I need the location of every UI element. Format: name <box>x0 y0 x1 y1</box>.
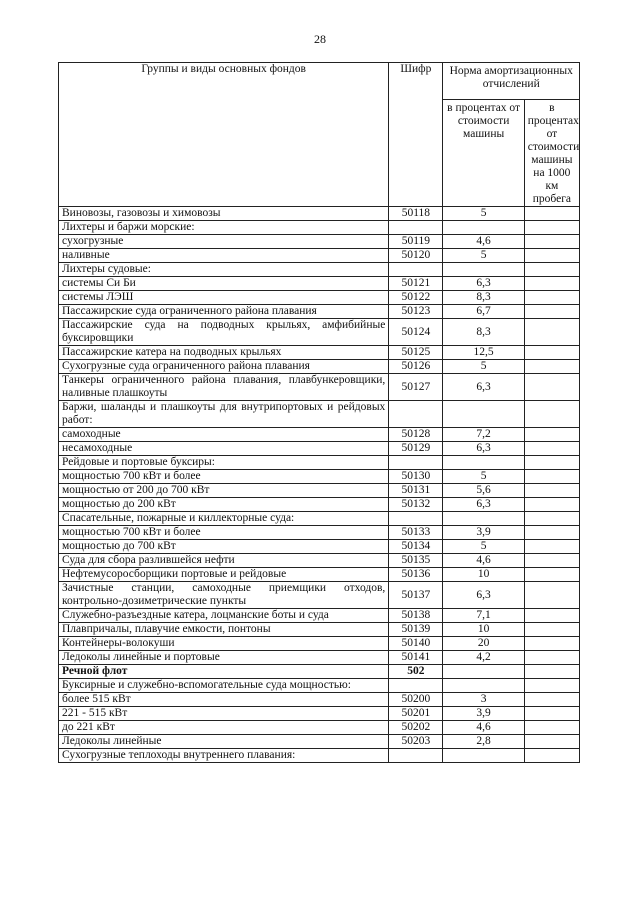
code-cell: 50129 <box>389 442 443 456</box>
km-cell <box>524 526 579 540</box>
pct-cell: 8,3 <box>443 319 524 346</box>
pct-cell: 3,9 <box>443 707 524 721</box>
km-cell <box>524 456 579 470</box>
table-row <box>59 693 580 707</box>
name-cell: более 515 кВт <box>59 693 389 707</box>
pct-cell <box>443 679 524 693</box>
table-row <box>59 568 580 582</box>
code-cell: 50140 <box>389 637 443 651</box>
table-row <box>59 623 580 637</box>
pct-cell: 4,2 <box>443 651 524 665</box>
pct-cell: 5 <box>443 249 524 263</box>
km-cell <box>524 637 579 651</box>
km-cell <box>524 428 579 442</box>
km-cell <box>524 319 579 346</box>
name-cell: Буксирные и служебно-вспомогательные суда мощностью: <box>59 679 389 693</box>
pct-cell: 6,7 <box>443 305 524 319</box>
km-cell <box>524 221 579 235</box>
name-cell: до 221 кВт <box>59 721 389 735</box>
name-cell: Сухогрузные суда ограниченного района плавания <box>59 360 389 374</box>
table-row <box>59 526 580 540</box>
pct-cell: 6,3 <box>443 277 524 291</box>
name-cell: Плавпричалы, плавучие емкости, понтоны <box>59 623 389 637</box>
code-cell: 50130 <box>389 470 443 484</box>
header-groups: Группы и виды основных фондов <box>59 63 389 207</box>
name-cell: 221 - 515 кВт <box>59 707 389 721</box>
pct-cell: 6,3 <box>443 374 524 401</box>
pct-cell <box>443 749 524 763</box>
pct-cell <box>443 221 524 235</box>
name-cell: Речной флот <box>59 665 389 679</box>
table-row <box>59 442 580 456</box>
km-cell <box>524 735 579 749</box>
km-cell <box>524 498 579 512</box>
name-cell: наливные <box>59 249 389 263</box>
code-cell: 50120 <box>389 249 443 263</box>
table-row <box>59 651 580 665</box>
name-cell: мощностью до 700 кВт <box>59 540 389 554</box>
pct-cell: 5 <box>443 470 524 484</box>
name-cell: Виновозы, газовозы и химовозы <box>59 207 389 221</box>
km-cell <box>524 665 579 679</box>
name-cell: Сухогрузные теплоходы внутреннего плавания: <box>59 749 389 763</box>
km-cell <box>524 568 579 582</box>
name-cell: Танкеры ограниченного района плавания, плавбункеровщики, наливные плашкоуты <box>59 374 389 401</box>
code-cell: 50118 <box>389 207 443 221</box>
table-body <box>59 207 580 763</box>
name-cell: сухогрузные <box>59 235 389 249</box>
table-row <box>59 484 580 498</box>
table-row <box>59 235 580 249</box>
code-cell: 50126 <box>389 360 443 374</box>
code-cell <box>389 401 443 428</box>
km-cell <box>524 749 579 763</box>
table-row <box>59 456 580 470</box>
code-cell: 50119 <box>389 235 443 249</box>
pct-cell: 7,2 <box>443 428 524 442</box>
table-row <box>59 207 580 221</box>
table-row <box>59 540 580 554</box>
km-cell <box>524 249 579 263</box>
code-cell <box>389 456 443 470</box>
table-row <box>59 470 580 484</box>
pct-cell: 5 <box>443 540 524 554</box>
code-cell: 50137 <box>389 582 443 609</box>
table-row <box>59 554 580 568</box>
table-row <box>59 679 580 693</box>
header-norm: Норма амортизационных отчислений <box>443 63 580 100</box>
km-cell <box>524 609 579 623</box>
code-cell: 50135 <box>389 554 443 568</box>
table-row <box>59 305 580 319</box>
pct-cell: 6,3 <box>443 582 524 609</box>
table-row <box>59 374 580 401</box>
name-cell: Рейдовые и портовые буксиры: <box>59 456 389 470</box>
code-cell: 50123 <box>389 305 443 319</box>
code-cell: 50132 <box>389 498 443 512</box>
km-cell <box>524 346 579 360</box>
name-cell: самоходные <box>59 428 389 442</box>
depreciation-table <box>58 62 580 763</box>
code-cell: 50125 <box>389 346 443 360</box>
km-cell <box>524 512 579 526</box>
name-cell: мощностью от 200 до 700 кВт <box>59 484 389 498</box>
table-row <box>59 428 580 442</box>
code-cell: 50202 <box>389 721 443 735</box>
name-cell: системы ЛЭШ <box>59 291 389 305</box>
code-cell: 50136 <box>389 568 443 582</box>
km-cell <box>524 305 579 319</box>
pct-cell: 4,6 <box>443 235 524 249</box>
code-cell: 50122 <box>389 291 443 305</box>
code-cell: 50134 <box>389 540 443 554</box>
code-cell: 50200 <box>389 693 443 707</box>
pct-cell: 7,1 <box>443 609 524 623</box>
pct-cell <box>443 512 524 526</box>
table-row <box>59 721 580 735</box>
table-row <box>59 401 580 428</box>
table-row <box>59 319 580 346</box>
code-cell: 50128 <box>389 428 443 442</box>
pct-cell: 3,9 <box>443 526 524 540</box>
name-cell: мощностью до 200 кВт <box>59 498 389 512</box>
name-cell: Ледоколы линейные и портовые <box>59 651 389 665</box>
name-cell: Ледоколы линейные <box>59 735 389 749</box>
table-row <box>59 291 580 305</box>
table-row <box>59 609 580 623</box>
name-cell: системы Си Би <box>59 277 389 291</box>
pct-cell: 5 <box>443 360 524 374</box>
pct-cell: 10 <box>443 623 524 637</box>
pct-cell <box>443 263 524 277</box>
pct-cell <box>443 401 524 428</box>
page-number: 28 <box>314 32 326 46</box>
header-code: Шифр <box>389 63 443 207</box>
code-cell: 50201 <box>389 707 443 721</box>
table-row <box>59 249 580 263</box>
km-cell <box>524 540 579 554</box>
table-row <box>59 346 580 360</box>
code-cell <box>389 749 443 763</box>
name-cell: Спасательные, пожарные и киллекторные суда: <box>59 512 389 526</box>
km-cell <box>524 360 579 374</box>
pct-cell: 4,6 <box>443 721 524 735</box>
code-cell: 50133 <box>389 526 443 540</box>
table-row <box>59 512 580 526</box>
km-cell <box>524 623 579 637</box>
code-cell: 50121 <box>389 277 443 291</box>
pct-cell: 4,6 <box>443 554 524 568</box>
pct-cell: 2,8 <box>443 735 524 749</box>
code-cell <box>389 512 443 526</box>
name-cell: Лихтеры и баржи морские: <box>59 221 389 235</box>
km-cell <box>524 374 579 401</box>
table-row <box>59 749 580 763</box>
code-cell: 50124 <box>389 319 443 346</box>
table-row <box>59 221 580 235</box>
name-cell: Лихтеры судовые: <box>59 263 389 277</box>
name-cell: Нефтемусоросборщики портовые и рейдовые <box>59 568 389 582</box>
pct-cell: 10 <box>443 568 524 582</box>
name-cell: Суда для сбора разлившейся нефти <box>59 554 389 568</box>
table-row <box>59 277 580 291</box>
pct-cell: 5,6 <box>443 484 524 498</box>
code-cell: 502 <box>389 665 443 679</box>
km-cell <box>524 291 579 305</box>
km-cell <box>524 554 579 568</box>
km-cell <box>524 651 579 665</box>
pct-cell: 8,3 <box>443 291 524 305</box>
km-cell <box>524 263 579 277</box>
km-cell <box>524 235 579 249</box>
table-row <box>59 360 580 374</box>
code-cell: 50139 <box>389 623 443 637</box>
code-cell: 50141 <box>389 651 443 665</box>
table-row <box>59 582 580 609</box>
km-cell <box>524 679 579 693</box>
code-cell: 50138 <box>389 609 443 623</box>
name-cell: Пассажирские катера на подводных крыльях <box>59 346 389 360</box>
code-cell: 50127 <box>389 374 443 401</box>
table-row <box>59 498 580 512</box>
km-cell <box>524 207 579 221</box>
pct-cell <box>443 456 524 470</box>
km-cell <box>524 484 579 498</box>
table-row <box>59 263 580 277</box>
km-cell <box>524 721 579 735</box>
name-cell: Баржи, шаланды и плашкоуты для внутрипортовых и рейдовых работ: <box>59 401 389 428</box>
table-row <box>59 707 580 721</box>
name-cell: Пассажирские суда на подводных крыльях, амфибийные буксировщики <box>59 319 389 346</box>
table-row <box>59 665 580 679</box>
km-cell <box>524 707 579 721</box>
pct-cell: 6,3 <box>443 498 524 512</box>
km-cell <box>524 442 579 456</box>
pct-cell: 3 <box>443 693 524 707</box>
name-cell: Контейнеры-волокуши <box>59 637 389 651</box>
name-cell: мощностью 700 кВт и более <box>59 470 389 484</box>
table-row <box>59 735 580 749</box>
name-cell: несамоходные <box>59 442 389 456</box>
code-cell <box>389 221 443 235</box>
name-cell: Зачистные станции, самоходные приемщики отходов, контрольно-дозиметрические пункты <box>59 582 389 609</box>
km-cell <box>524 470 579 484</box>
name-cell: мощностью 700 кВт и более <box>59 526 389 540</box>
km-cell <box>524 693 579 707</box>
km-cell <box>524 401 579 428</box>
name-cell: Пассажирские суда ограниченного района плавания <box>59 305 389 319</box>
header-pct-cost: в процентах от стоимости машины <box>443 100 524 207</box>
pct-cell: 12,5 <box>443 346 524 360</box>
code-cell: 50131 <box>389 484 443 498</box>
table-row <box>59 637 580 651</box>
pct-cell: 20 <box>443 637 524 651</box>
code-cell <box>389 263 443 277</box>
km-cell <box>524 582 579 609</box>
km-cell <box>524 277 579 291</box>
pct-cell <box>443 665 524 679</box>
pct-cell: 5 <box>443 207 524 221</box>
code-cell: 50203 <box>389 735 443 749</box>
code-cell <box>389 679 443 693</box>
pct-cell: 6,3 <box>443 442 524 456</box>
header-pct-km: в процентах от стоимости машины на 1000 км пробега <box>524 100 579 207</box>
name-cell: Служебно-разъездные катера, лоцманские боты и суда <box>59 609 389 623</box>
